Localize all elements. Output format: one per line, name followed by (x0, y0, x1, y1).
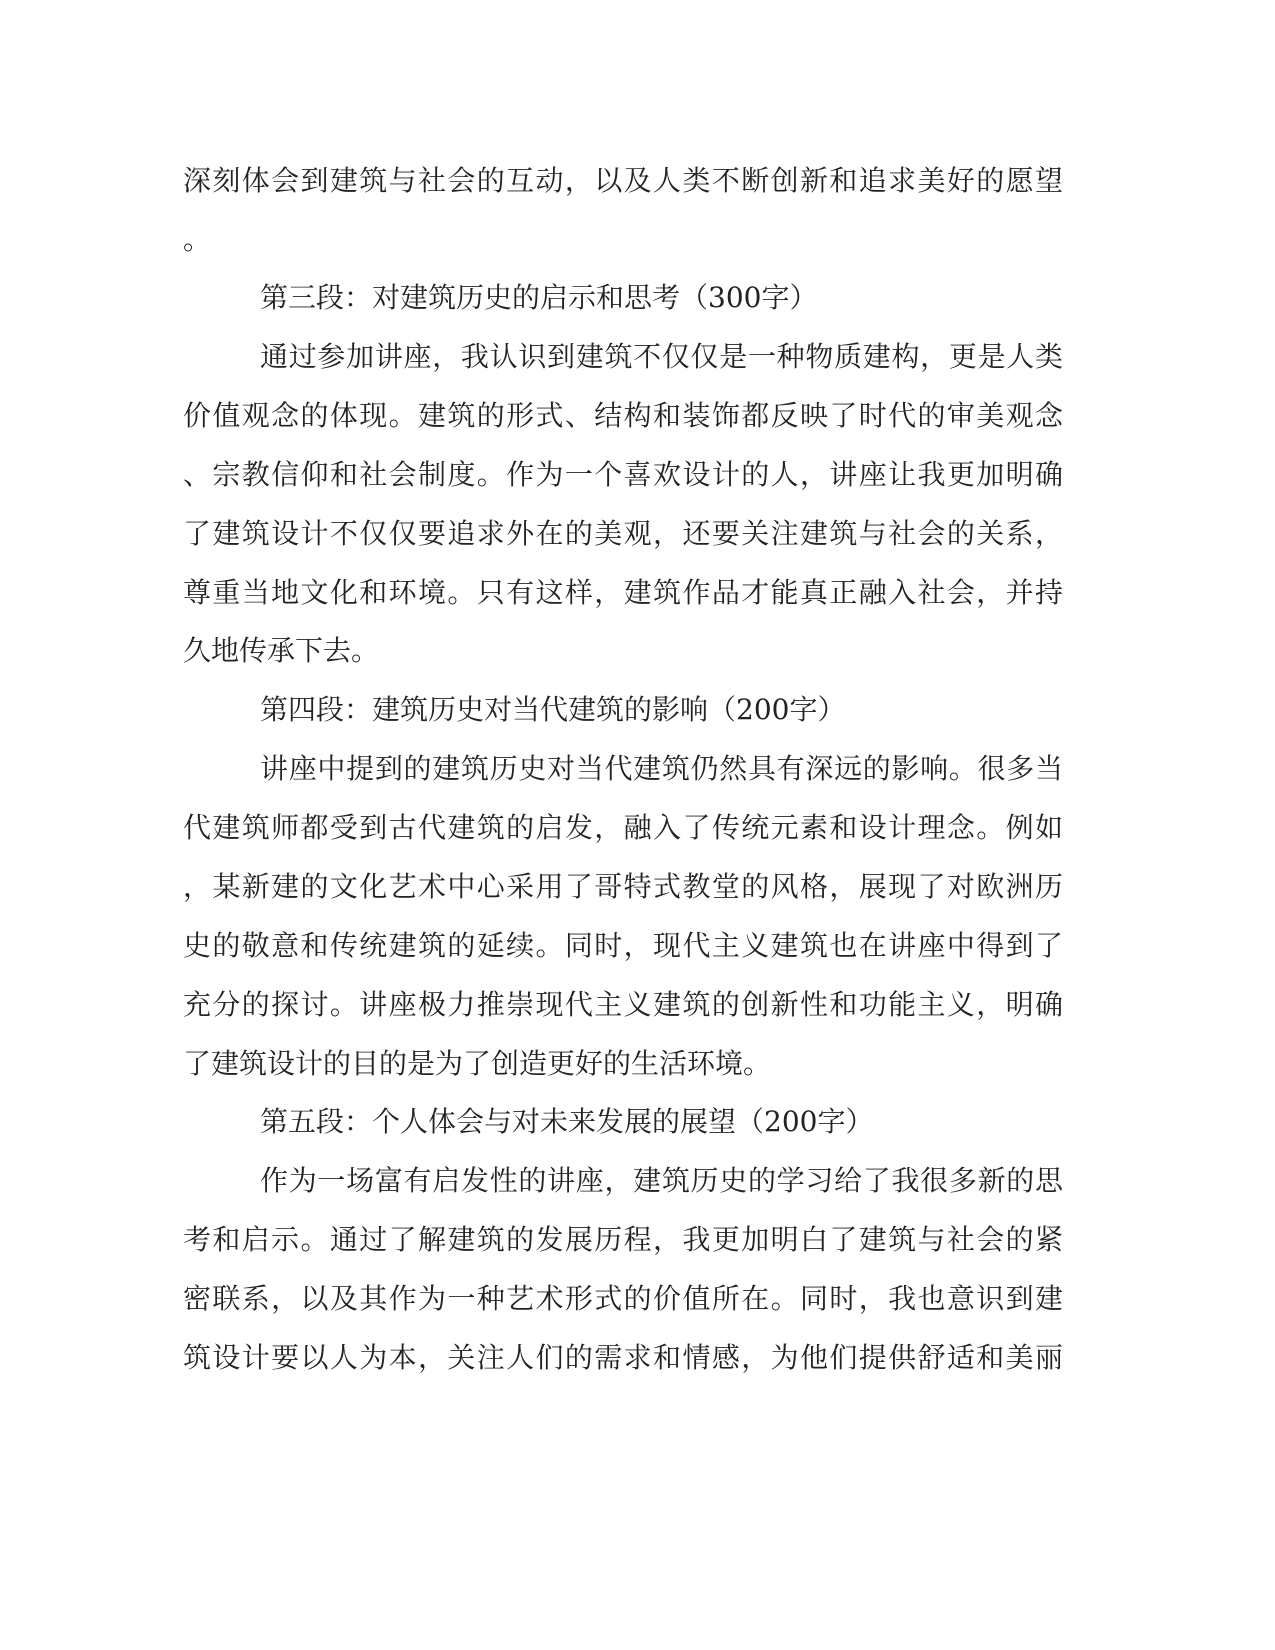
body-text-line: 了建筑设计不仅仅要追求外在的美观，还要关注建筑与社会的关系， (183, 517, 1063, 550)
body-text-line: 筑设计要以人为本，关注人们的需求和情感，为他们提供舒适和美丽 (183, 1341, 1063, 1374)
body-text-line: 史的敬意和传统建筑的延续。同时，现代主义建筑也在讲座中得到了 (183, 929, 1063, 962)
body-text-line: 代建筑师都受到古代建筑的启发，融入了传统元素和设计理念。例如 (183, 811, 1063, 844)
body-text-line: 讲座中提到的建筑历史对当代建筑仍然具有深远的影响。很多当 (260, 752, 1063, 785)
body-text-line: 深刻体会到建筑与社会的互动，以及人类不断创新和追求美好的愿望 (183, 164, 1063, 197)
body-text-line: 作为一场富有启发性的讲座，建筑历史的学习给了我很多新的思 (260, 1164, 1063, 1197)
section-heading: 第三段：对建筑历史的启示和思考（300字） (260, 281, 818, 314)
body-text-line: 、宗教信仰和社会制度。作为一个喜欢设计的人，讲座让我更加明确 (183, 458, 1063, 491)
section-heading: 第五段：个人体会与对未来发展的展望（200字） (260, 1105, 874, 1138)
body-text-line: 考和启示。通过了解建筑的发展历程，我更加明白了建筑与社会的紧 (183, 1223, 1063, 1256)
body-text-line: 久地传承下去。 (183, 634, 380, 667)
body-text-line: 了建筑设计的目的是为了创造更好的生活环境。 (183, 1047, 772, 1080)
body-text-line: 。 (183, 223, 212, 256)
body-text-line: 密联系，以及其作为一种艺术形式的价值所在。同时，我也意识到建 (183, 1282, 1063, 1315)
body-text-line: ，某新建的文化艺术中心采用了哥特式教堂的风格，展现了对欧洲历 (183, 870, 1063, 903)
body-text-line: 充分的探讨。讲座极力推崇现代主义建筑的创新性和功能主义，明确 (183, 988, 1063, 1021)
body-text-line: 通过参加讲座，我认识到建筑不仅仅是一种物质建构，更是人类 (260, 340, 1063, 373)
body-text-line: 尊重当地文化和环境。只有这样，建筑作品才能真正融入社会，并持 (183, 576, 1063, 609)
section-heading: 第四段：建筑历史对当代建筑的影响（200字） (260, 693, 846, 726)
body-text-line: 价值观念的体现。建筑的形式、结构和装饰都反映了时代的审美观念 (183, 399, 1063, 432)
